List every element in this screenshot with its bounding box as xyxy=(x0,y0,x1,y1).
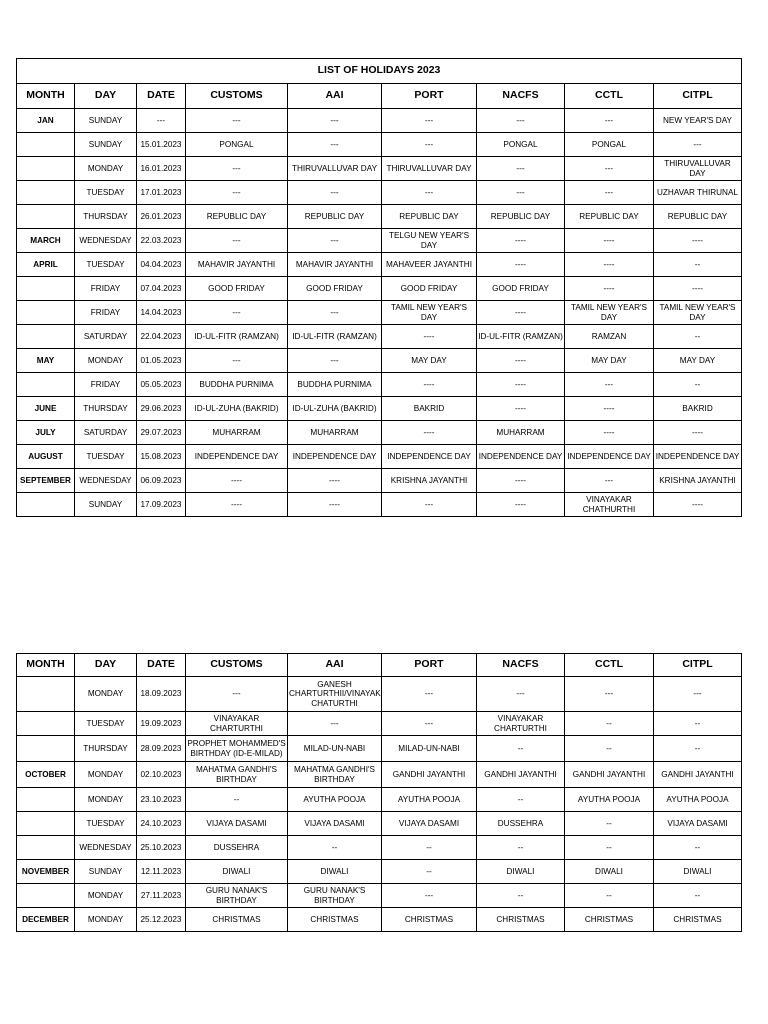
table-row xyxy=(17,836,742,860)
table-row xyxy=(17,229,742,253)
day-cell: MONDAY xyxy=(75,677,137,712)
customs-cell: PONGAL xyxy=(186,133,288,157)
date-cell: 06.09.2023 xyxy=(137,469,186,493)
cctl-cell: REPUBLIC DAY xyxy=(565,205,654,229)
port-cell: -- xyxy=(382,860,477,884)
table-row xyxy=(17,157,742,181)
customs-cell: MUHARRAM xyxy=(186,421,288,445)
port-cell: MAY DAY xyxy=(382,349,477,373)
aai-cell: --- xyxy=(288,349,382,373)
table-1-body xyxy=(17,109,742,517)
month-cell xyxy=(17,812,75,836)
nacfs-cell: ---- xyxy=(477,349,565,373)
date-cell: 14.04.2023 xyxy=(137,301,186,325)
citpl-cell: TAMIL NEW YEAR'S DAY xyxy=(654,301,742,325)
day-cell: SATURDAY xyxy=(75,325,137,349)
cctl-cell: AYUTHA POOJA xyxy=(565,788,654,812)
customs-cell: BUDDHA PURNIMA xyxy=(186,373,288,397)
nacfs-cell: DIWALI xyxy=(477,860,565,884)
port-cell: AYUTHA POOJA xyxy=(382,788,477,812)
citpl-cell: ---- xyxy=(654,421,742,445)
table-row xyxy=(17,277,742,301)
citpl-cell: -- xyxy=(654,836,742,860)
nacfs-cell: MUHARRAM xyxy=(477,421,565,445)
date-cell: 07.04.2023 xyxy=(137,277,186,301)
cctl-cell: VINAYAKAR CHATHURTHI xyxy=(565,493,654,517)
port-cell: REPUBLIC DAY xyxy=(382,205,477,229)
nacfs-cell: GANDHI JAYANTHI xyxy=(477,762,565,788)
aai-cell: VIJAYA DASAMI xyxy=(288,812,382,836)
header-customs: CUSTOMS xyxy=(186,84,288,109)
citpl-cell: ---- xyxy=(654,493,742,517)
citpl-cell: VIJAYA DASAMI xyxy=(654,812,742,836)
date-cell: 17.01.2023 xyxy=(137,181,186,205)
day-cell: SUNDAY xyxy=(75,109,137,133)
month-cell: AUGUST xyxy=(17,445,75,469)
header-port: PORT xyxy=(382,84,477,109)
citpl-cell: INDEPENDENCE DAY xyxy=(654,445,742,469)
port-cell: INDEPENDENCE DAY xyxy=(382,445,477,469)
header-date: DATE xyxy=(137,654,186,677)
cctl-cell: ---- xyxy=(565,229,654,253)
header-day: DAY xyxy=(75,84,137,109)
cctl-cell: RAMZAN xyxy=(565,325,654,349)
cctl-cell: ---- xyxy=(565,277,654,301)
cctl-cell: --- xyxy=(565,181,654,205)
port-cell: VIJAYA DASAMI xyxy=(382,812,477,836)
table-row xyxy=(17,301,742,325)
aai-cell: THIRUVALLUVAR DAY xyxy=(288,157,382,181)
table-row xyxy=(17,469,742,493)
port-cell: TELGU NEW YEAR'S DAY xyxy=(382,229,477,253)
month-cell xyxy=(17,157,75,181)
header-citpl: CITPL xyxy=(654,84,742,109)
port-cell: -- xyxy=(382,836,477,860)
day-cell: TUESDAY xyxy=(75,445,137,469)
month-cell xyxy=(17,884,75,908)
port-cell: CHRISTMAS xyxy=(382,908,477,932)
date-cell: 22.03.2023 xyxy=(137,229,186,253)
customs-cell: --- xyxy=(186,181,288,205)
nacfs-cell: INDEPENDENCE DAY xyxy=(477,445,565,469)
month-cell xyxy=(17,836,75,860)
aai-cell: ID-UL-FITR (RAMZAN) xyxy=(288,325,382,349)
aai-cell: -- xyxy=(288,836,382,860)
citpl-cell: ---- xyxy=(654,229,742,253)
day-cell: MONDAY xyxy=(75,884,137,908)
day-cell: MONDAY xyxy=(75,762,137,788)
nacfs-cell: REPUBLIC DAY xyxy=(477,205,565,229)
month-cell xyxy=(17,133,75,157)
port-cell: ---- xyxy=(382,325,477,349)
date-cell: 05.05.2023 xyxy=(137,373,186,397)
aai-cell: GANESH CHARTURTHII/VINAYAK CHATURTHI xyxy=(288,677,382,712)
header-month: MONTH xyxy=(17,654,75,677)
citpl-cell: MAY DAY xyxy=(654,349,742,373)
nacfs-cell: ---- xyxy=(477,397,565,421)
citpl-cell: -- xyxy=(654,712,742,736)
day-cell: THURSDAY xyxy=(75,736,137,762)
date-cell: 29.06.2023 xyxy=(137,397,186,421)
date-cell: 29.07.2023 xyxy=(137,421,186,445)
cctl-cell: -- xyxy=(565,884,654,908)
port-cell: --- xyxy=(382,677,477,712)
port-cell: --- xyxy=(382,181,477,205)
customs-cell: --- xyxy=(186,349,288,373)
aai-cell: --- xyxy=(288,181,382,205)
table-row xyxy=(17,325,742,349)
nacfs-cell: PONGAL xyxy=(477,133,565,157)
customs-cell: REPUBLIC DAY xyxy=(186,205,288,229)
port-cell: --- xyxy=(382,109,477,133)
citpl-cell: --- xyxy=(654,677,742,712)
nacfs-cell: ---- xyxy=(477,229,565,253)
nacfs-cell: ID-UL-FITR (RAMZAN) xyxy=(477,325,565,349)
date-cell: 02.10.2023 xyxy=(137,762,186,788)
cctl-cell: DIWALI xyxy=(565,860,654,884)
day-cell: SUNDAY xyxy=(75,860,137,884)
date-cell: 01.05.2023 xyxy=(137,349,186,373)
cctl-cell: --- xyxy=(565,469,654,493)
day-cell: TUESDAY xyxy=(75,812,137,836)
customs-cell: --- xyxy=(186,301,288,325)
month-cell: SEPTEMBER xyxy=(17,469,75,493)
customs-cell: INDEPENDENCE DAY xyxy=(186,445,288,469)
customs-cell: DUSSEHRA xyxy=(186,836,288,860)
table-row xyxy=(17,205,742,229)
port-cell: TAMIL NEW YEAR'S DAY xyxy=(382,301,477,325)
aai-cell: MUHARRAM xyxy=(288,421,382,445)
table-row xyxy=(17,397,742,421)
header-day: DAY xyxy=(75,654,137,677)
aai-cell: MAHATMA GANDHI'S BIRTHDAY xyxy=(288,762,382,788)
cctl-cell: CHRISTMAS xyxy=(565,908,654,932)
cctl-cell: -- xyxy=(565,712,654,736)
customs-cell: VINAYAKAR CHARTURTHI xyxy=(186,712,288,736)
customs-cell: CHRISTMAS xyxy=(186,908,288,932)
day-cell: WEDNESDAY xyxy=(75,836,137,860)
nacfs-cell: --- xyxy=(477,109,565,133)
table-row xyxy=(17,788,742,812)
cctl-cell: -- xyxy=(565,812,654,836)
customs-cell: GURU NANAK'S BIRTHDAY xyxy=(186,884,288,908)
header-nacfs: NACFS xyxy=(477,84,565,109)
month-cell: NOVEMBER xyxy=(17,860,75,884)
day-cell: THURSDAY xyxy=(75,205,137,229)
customs-cell: MAHATMA GANDHI'S BIRTHDAY xyxy=(186,762,288,788)
nacfs-cell: ---- xyxy=(477,469,565,493)
cctl-cell: --- xyxy=(565,677,654,712)
date-cell: 19.09.2023 xyxy=(137,712,186,736)
date-cell: 25.10.2023 xyxy=(137,836,186,860)
nacfs-cell: -- xyxy=(477,836,565,860)
nacfs-cell: -- xyxy=(477,884,565,908)
cctl-cell: --- xyxy=(565,109,654,133)
nacfs-cell: --- xyxy=(477,677,565,712)
date-cell: 23.10.2023 xyxy=(137,788,186,812)
customs-cell: -- xyxy=(186,788,288,812)
port-cell: THIRUVALLUVAR DAY xyxy=(382,157,477,181)
citpl-cell: -- xyxy=(654,373,742,397)
table-row xyxy=(17,109,742,133)
header-month: MONTH xyxy=(17,84,75,109)
month-cell xyxy=(17,277,75,301)
month-cell: MAY xyxy=(17,349,75,373)
cctl-cell: -- xyxy=(565,736,654,762)
nacfs-cell: --- xyxy=(477,157,565,181)
cctl-cell: PONGAL xyxy=(565,133,654,157)
aai-cell: BUDDHA PURNIMA xyxy=(288,373,382,397)
port-cell: MILAD-UN-NABI xyxy=(382,736,477,762)
customs-cell: --- xyxy=(186,677,288,712)
customs-cell: MAHAVIR JAYANTHI xyxy=(186,253,288,277)
customs-cell: ---- xyxy=(186,469,288,493)
date-cell: 04.04.2023 xyxy=(137,253,186,277)
header-aai: AAI xyxy=(288,84,382,109)
aai-cell: REPUBLIC DAY xyxy=(288,205,382,229)
table-row xyxy=(17,762,742,788)
table-2-body xyxy=(17,677,742,932)
aai-cell: --- xyxy=(288,133,382,157)
cctl-cell: INDEPENDENCE DAY xyxy=(565,445,654,469)
header-aai: AAI xyxy=(288,654,382,677)
header-nacfs: NACFS xyxy=(477,654,565,677)
aai-cell: --- xyxy=(288,712,382,736)
aai-cell: CHRISTMAS xyxy=(288,908,382,932)
customs-cell: --- xyxy=(186,109,288,133)
day-cell: MONDAY xyxy=(75,788,137,812)
date-cell: 16.01.2023 xyxy=(137,157,186,181)
table-row xyxy=(17,349,742,373)
port-cell: GOOD FRIDAY xyxy=(382,277,477,301)
aai-cell: INDEPENDENCE DAY xyxy=(288,445,382,469)
table-row xyxy=(17,493,742,517)
table-row xyxy=(17,860,742,884)
aai-cell: ID-UL-ZUHA (BAKRID) xyxy=(288,397,382,421)
citpl-cell: -- xyxy=(654,884,742,908)
date-cell: 17.09.2023 xyxy=(137,493,186,517)
aai-cell: --- xyxy=(288,301,382,325)
date-cell: 26.01.2023 xyxy=(137,205,186,229)
nacfs-cell: ---- xyxy=(477,493,565,517)
date-cell: 15.08.2023 xyxy=(137,445,186,469)
citpl-cell: UZHAVAR THIRUNAL xyxy=(654,181,742,205)
table-row xyxy=(17,677,742,712)
nacfs-cell: VINAYAKAR CHARTURTHI xyxy=(477,712,565,736)
date-cell: 28.09.2023 xyxy=(137,736,186,762)
citpl-cell: --- xyxy=(654,133,742,157)
table-title: LIST OF HOLIDAYS 2023 xyxy=(17,59,742,84)
month-cell: JULY xyxy=(17,421,75,445)
day-cell: THURSDAY xyxy=(75,397,137,421)
month-cell xyxy=(17,677,75,712)
date-cell: --- xyxy=(137,109,186,133)
day-cell: SUNDAY xyxy=(75,133,137,157)
table-row xyxy=(17,181,742,205)
header-citpl: CITPL xyxy=(654,654,742,677)
port-cell: ---- xyxy=(382,421,477,445)
month-cell: JAN xyxy=(17,109,75,133)
aai-cell: ---- xyxy=(288,469,382,493)
date-cell: 22.04.2023 xyxy=(137,325,186,349)
customs-cell: ---- xyxy=(186,493,288,517)
aai-cell: DIWALI xyxy=(288,860,382,884)
port-cell: --- xyxy=(382,493,477,517)
aai-cell: ---- xyxy=(288,493,382,517)
port-cell: BAKRID xyxy=(382,397,477,421)
citpl-cell: KRISHNA JAYANTHI xyxy=(654,469,742,493)
cctl-cell: ---- xyxy=(565,253,654,277)
day-cell: FRIDAY xyxy=(75,277,137,301)
month-cell xyxy=(17,736,75,762)
citpl-cell: -- xyxy=(654,325,742,349)
citpl-cell: AYUTHA POOJA xyxy=(654,788,742,812)
date-cell: 18.09.2023 xyxy=(137,677,186,712)
day-cell: TUESDAY xyxy=(75,253,137,277)
cctl-cell: GANDHI JAYANTHI xyxy=(565,762,654,788)
citpl-cell: ---- xyxy=(654,277,742,301)
citpl-cell: NEW YEAR'S DAY xyxy=(654,109,742,133)
header-cctl: CCTL xyxy=(565,84,654,109)
nacfs-cell: CHRISTMAS xyxy=(477,908,565,932)
month-cell: JUNE xyxy=(17,397,75,421)
aai-cell: GURU NANAK'S BIRTHDAY xyxy=(288,884,382,908)
date-cell: 15.01.2023 xyxy=(137,133,186,157)
cctl-cell: ---- xyxy=(565,397,654,421)
customs-cell: --- xyxy=(186,229,288,253)
month-cell xyxy=(17,301,75,325)
table-row xyxy=(17,133,742,157)
table-row xyxy=(17,712,742,736)
aai-cell: AYUTHA POOJA xyxy=(288,788,382,812)
customs-cell: ID-UL-ZUHA (BAKRID) xyxy=(186,397,288,421)
month-cell xyxy=(17,181,75,205)
table-row xyxy=(17,812,742,836)
port-cell: --- xyxy=(382,133,477,157)
month-cell: APRIL xyxy=(17,253,75,277)
aai-cell: --- xyxy=(288,109,382,133)
month-cell xyxy=(17,493,75,517)
day-cell: TUESDAY xyxy=(75,181,137,205)
citpl-cell: REPUBLIC DAY xyxy=(654,205,742,229)
aai-cell: MILAD-UN-NABI xyxy=(288,736,382,762)
month-cell xyxy=(17,325,75,349)
date-cell: 25.12.2023 xyxy=(137,908,186,932)
citpl-cell: BAKRID xyxy=(654,397,742,421)
day-cell: FRIDAY xyxy=(75,301,137,325)
customs-cell: --- xyxy=(186,157,288,181)
nacfs-cell: ---- xyxy=(477,373,565,397)
date-cell: 24.10.2023 xyxy=(137,812,186,836)
day-cell: SUNDAY xyxy=(75,493,137,517)
table-row xyxy=(17,908,742,932)
month-cell xyxy=(17,205,75,229)
holidays-table-1 xyxy=(16,58,742,517)
table-row xyxy=(17,736,742,762)
date-cell: 12.11.2023 xyxy=(137,860,186,884)
citpl-cell: THIRUVALLUVAR DAY xyxy=(654,157,742,181)
month-cell: OCTOBER xyxy=(17,762,75,788)
customs-cell: ID-UL-FITR (RAMZAN) xyxy=(186,325,288,349)
header-cctl: CCTL xyxy=(565,654,654,677)
cctl-cell: ---- xyxy=(565,421,654,445)
citpl-cell: GANDHI JAYANTHI xyxy=(654,762,742,788)
port-cell: MAHAVEER JAYANTHI xyxy=(382,253,477,277)
nacfs-cell: -- xyxy=(477,788,565,812)
day-cell: WEDNESDAY xyxy=(75,229,137,253)
day-cell: SATURDAY xyxy=(75,421,137,445)
nacfs-cell: ---- xyxy=(477,301,565,325)
citpl-cell: DIWALI xyxy=(654,860,742,884)
month-cell xyxy=(17,712,75,736)
port-cell: --- xyxy=(382,712,477,736)
header-port: PORT xyxy=(382,654,477,677)
cctl-cell: -- xyxy=(565,836,654,860)
month-cell xyxy=(17,788,75,812)
header-customs: CUSTOMS xyxy=(186,654,288,677)
month-cell xyxy=(17,373,75,397)
table-row xyxy=(17,445,742,469)
date-cell: 27.11.2023 xyxy=(137,884,186,908)
cctl-cell: --- xyxy=(565,157,654,181)
port-cell: ---- xyxy=(382,373,477,397)
month-cell: DECEMBER xyxy=(17,908,75,932)
cctl-cell: TAMIL NEW YEAR'S DAY xyxy=(565,301,654,325)
customs-cell: DIWALI xyxy=(186,860,288,884)
customs-cell: GOOD FRIDAY xyxy=(186,277,288,301)
day-cell: WEDNESDAY xyxy=(75,469,137,493)
nacfs-cell: DUSSEHRA xyxy=(477,812,565,836)
table-row xyxy=(17,253,742,277)
nacfs-cell: -- xyxy=(477,736,565,762)
aai-cell: GOOD FRIDAY xyxy=(288,277,382,301)
table-row xyxy=(17,373,742,397)
port-cell: KRISHNA JAYANTHI xyxy=(382,469,477,493)
customs-cell: VIJAYA DASAMI xyxy=(186,812,288,836)
cctl-cell: MAY DAY xyxy=(565,349,654,373)
nacfs-cell: --- xyxy=(477,181,565,205)
customs-cell: PROPHET MOHAMMED'S BIRTHDAY (ID-E-MILAD) xyxy=(186,736,288,762)
aai-cell: --- xyxy=(288,229,382,253)
day-cell: MONDAY xyxy=(75,157,137,181)
holidays-table-2 xyxy=(16,653,742,932)
table-row xyxy=(17,884,742,908)
day-cell: FRIDAY xyxy=(75,373,137,397)
citpl-cell: CHRISTMAS xyxy=(654,908,742,932)
citpl-cell: -- xyxy=(654,253,742,277)
day-cell: MONDAY xyxy=(75,349,137,373)
day-cell: MONDAY xyxy=(75,908,137,932)
day-cell: TUESDAY xyxy=(75,712,137,736)
aai-cell: MAHAVIR JAYANTHI xyxy=(288,253,382,277)
cctl-cell: --- xyxy=(565,373,654,397)
port-cell: GANDHI JAYANTHI xyxy=(382,762,477,788)
port-cell: --- xyxy=(382,884,477,908)
header-date: DATE xyxy=(137,84,186,109)
table-row xyxy=(17,421,742,445)
nacfs-cell: GOOD FRIDAY xyxy=(477,277,565,301)
citpl-cell: -- xyxy=(654,736,742,762)
nacfs-cell: ---- xyxy=(477,253,565,277)
month-cell: MARCH xyxy=(17,229,75,253)
